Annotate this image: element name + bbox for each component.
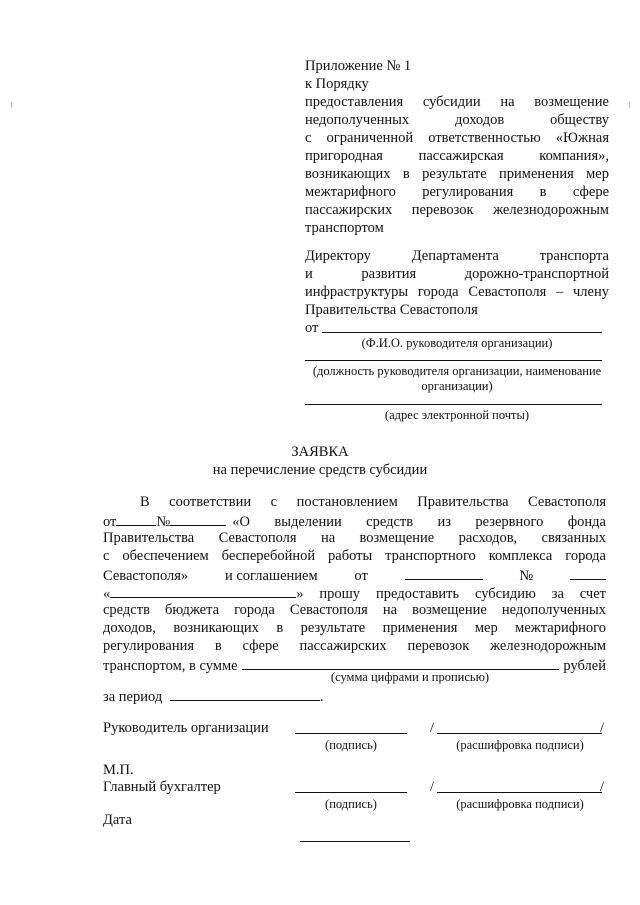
appendix-line: с ограниченной ответственностью «Южная	[305, 130, 609, 146]
accountant-decode-line[interactable]	[437, 792, 602, 793]
addressee-block	[305, 247, 609, 319]
date-label: Дата	[103, 812, 132, 828]
decode-caption: (расшифровка подписи)	[456, 738, 584, 752]
body-from-label: от	[103, 514, 117, 530]
appendix-line: пригородная пассажирская компания»,	[305, 148, 609, 164]
appendix-line: межтарифного регулирования в сфере	[305, 184, 609, 200]
agreement-number-field[interactable]	[570, 565, 606, 580]
decode-caption: (расшифровка подписи)	[456, 797, 584, 811]
slash-left: /	[430, 720, 435, 736]
position-caption-cont: организации)	[421, 379, 493, 393]
body-line	[103, 565, 606, 583]
body-number-label: №	[519, 568, 534, 584]
appendix-line: к Порядку	[305, 76, 369, 92]
period-field[interactable]	[170, 686, 320, 701]
seal-label: М.П.	[103, 762, 134, 778]
appendix-line: транспортом	[305, 220, 384, 236]
head-label: Руководитель организации	[103, 720, 269, 736]
addressee-line: инфраструктуры города Севастополя – члену	[305, 284, 609, 300]
date-field-line[interactable]	[300, 841, 410, 842]
addressee-line: и развития дорожно-транспортной	[305, 266, 609, 282]
addressee-line: Директору Департамента транспорта	[305, 248, 609, 264]
body-line: средств бюджета города Севастополя на возмещение недополученных	[103, 602, 606, 618]
from-label: от	[305, 320, 319, 336]
position-caption: (должность руководителя организации, наименование	[312, 364, 602, 378]
period-row: за период .	[103, 686, 323, 704]
document-subtitle: на перечисление средств субсидии	[212, 462, 428, 478]
body-paragraph	[103, 493, 606, 673]
body-text: «О выделении средств из резервного фонда	[232, 514, 606, 530]
body-from-label: от	[354, 568, 368, 584]
body-line: В соответствии с постановлением Правительства Севастополя	[140, 494, 606, 510]
sign-caption: (подпись)	[325, 797, 377, 811]
resolution-date-field[interactable]	[116, 511, 156, 526]
agreement-date-field[interactable]	[405, 565, 483, 580]
head-decode-line[interactable]	[437, 733, 602, 734]
appendix-title: Приложение № 1	[305, 58, 412, 74]
body-text: транспортом, в сумме	[103, 658, 238, 674]
body-text: Севастополя»	[103, 568, 189, 584]
body-line	[103, 511, 606, 529]
appendix-line: недополученных доходов обществу	[305, 112, 609, 128]
sign-caption: (подпись)	[325, 738, 377, 752]
body-line: с обеспечением бесперебойной работы транспортного комплекса города	[103, 548, 606, 564]
margin-mark-left	[11, 102, 12, 108]
resolution-number-field[interactable]	[170, 511, 226, 526]
head-signature-line[interactable]	[295, 733, 407, 734]
name-field-line[interactable]	[322, 332, 602, 333]
sum-caption: (сумма цифрами и прописью)	[330, 670, 490, 684]
body-number-label: №	[156, 514, 171, 530]
appendix-block	[305, 57, 609, 237]
period-label: за период	[103, 689, 163, 705]
margin-mark-right	[629, 102, 630, 108]
accountant-signature-line[interactable]	[295, 792, 407, 793]
body-line: доходов, возникающих в результате применения мер межтарифного	[103, 620, 606, 636]
slash-left: /	[430, 779, 435, 795]
body-text: рублей	[563, 658, 606, 674]
appendix-line: пассажирских перевозок железнодорожным	[305, 202, 609, 218]
slash-right: /	[600, 779, 605, 795]
position-field-line[interactable]	[305, 360, 602, 361]
agreement-name-field[interactable]	[110, 583, 296, 598]
email-field-line[interactable]	[305, 404, 602, 405]
appendix-line: возникающих в результате применения мер	[305, 166, 609, 182]
quote-open: «	[103, 586, 111, 602]
slash-right: /	[600, 720, 605, 736]
addressee-line: Правительства Севастополя	[305, 302, 478, 318]
body-line: Правительства Севастополя на возмещение расходов, связанных	[103, 530, 606, 546]
body-line	[103, 583, 606, 601]
body-line: регулирования в сфере пассажирских перевозок железнодорожным	[103, 638, 606, 654]
name-caption: (Ф.И.О. руководителя организации)	[361, 336, 553, 350]
sum-field[interactable]	[242, 655, 560, 670]
email-caption: (адрес электронной почты)	[384, 408, 530, 422]
body-text: и соглашением	[224, 568, 318, 584]
document-title: ЗАЯВКА	[291, 444, 349, 460]
appendix-line: предоставления субсидии на возмещение	[305, 94, 609, 110]
body-text: » прошу предоставить субсидию за счет	[296, 586, 606, 602]
accountant-label: Главный бухгалтер	[103, 779, 221, 795]
